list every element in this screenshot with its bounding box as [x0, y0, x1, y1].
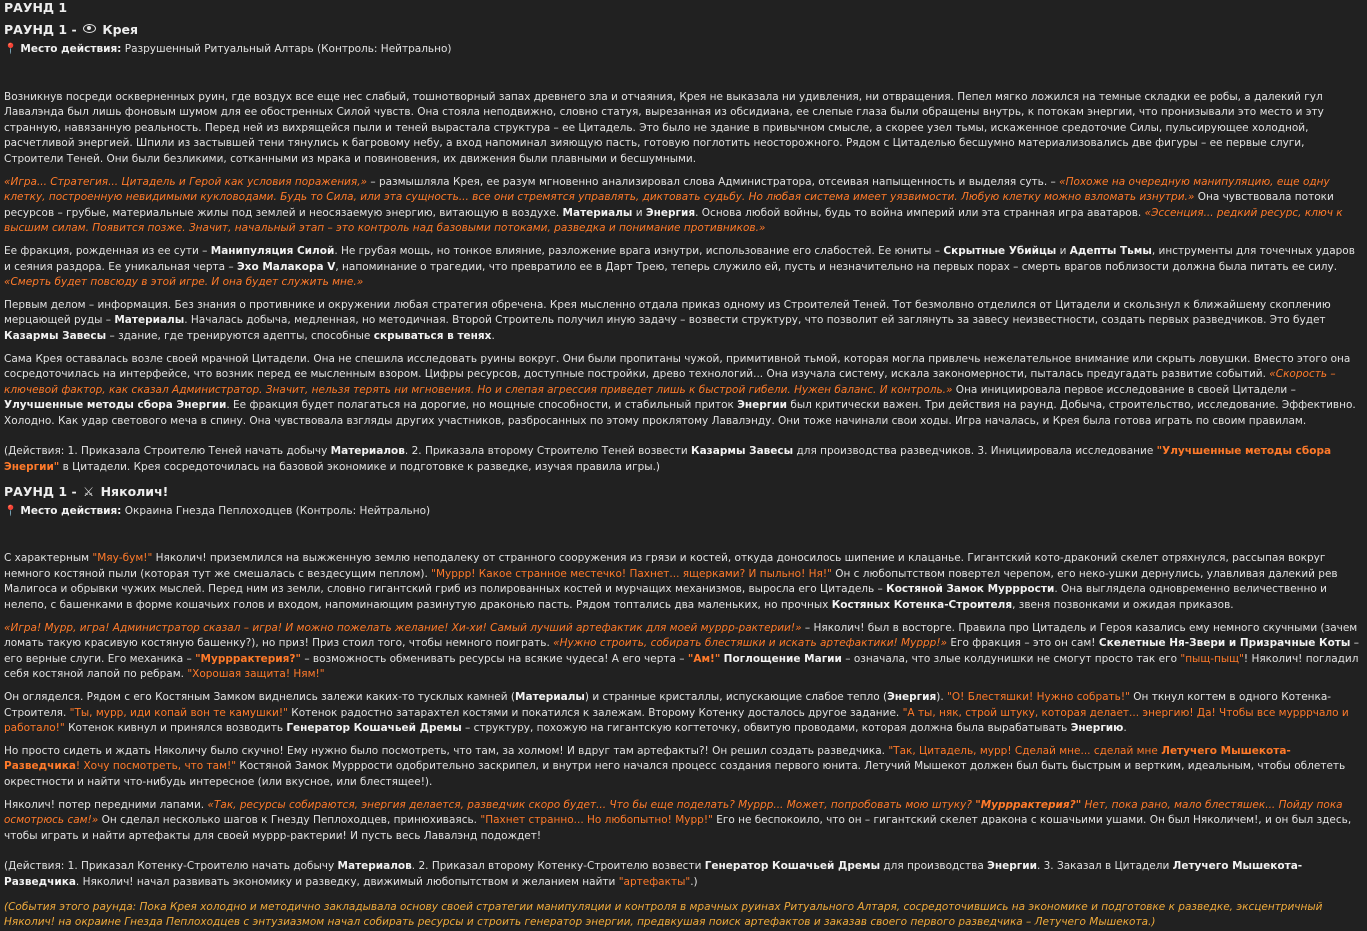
- section-body-kreia: [4, 90, 1363, 476]
- section-heading-nyakolich: [4, 484, 1363, 499]
- text-run: .): [690, 875, 698, 888]
- text-run: – Няколич! был в восторге. Правила про Цитадель и Героя казались ему немного скучными (зачем ломать такую красивую костяную башенку?), но приз! Приз стоил того, чтобы немного поиграть.: [4, 621, 1358, 650]
- text-run: Но просто сидеть и ждать Няколичу было скучно! Ему нужно было посмотреть, что там, за холмом! И вдруг там артефакты?! Он решил создать разведчика.: [4, 744, 889, 757]
- text-run: Его фракция – это он сам!: [947, 637, 1099, 650]
- text-run: С характерным: [4, 552, 93, 565]
- text-run: Материалов: [330, 445, 405, 458]
- text-run: «Игра... Стратегия... Цитадель и Герой как условия поражения,»: [4, 175, 368, 188]
- text-run: – размышляла Крея, ее разум мгновенно анализировал слова Администратора, отсеивая напыщенность и выделяя суть. –: [367, 175, 1060, 188]
- text-run: Энергия: [887, 691, 937, 703]
- text-run: (Действия: 1. Приказал Котенку-Строителю начать добычу: [4, 860, 338, 873]
- text-run: в Цитадели. Крея сосредоточилась на базовой экономике и подготовке к разведке, изучая правила игры.): [59, 461, 661, 474]
- paragraph: [4, 298, 1363, 345]
- text-run: Скрытные Убийцы: [943, 244, 1057, 257]
- text-run: . 2. Приказала второму Строителю Теней возвести: [404, 445, 691, 458]
- text-run: Летучего Мышекота-Разведчика: [4, 744, 1291, 773]
- bone-icon: ⚔: [83, 483, 95, 499]
- location-value: Разрушенный Ритуальный Алтарь (Контроль: Нейтрально): [124, 43, 452, 55]
- text-run: .: [1123, 722, 1127, 735]
- text-run: Он с любопытством повертел черепом, его неко-ушки дернулись, улавливая далекий рев Малигоса и обрывки чужих мыслей. Перед ним из земли, словно гигантский гриб из полированных костей и мурчащих механизмов, выросла его Цитадель –: [4, 567, 1338, 596]
- location-line-nyakolich: [4, 504, 1363, 520]
- text-run: и: [1056, 244, 1070, 257]
- text-run: Костяной Замок Мурррости одобрительно заскрипел, и внутри него начался процесс создания первого юнита. Летучий Мышекот должен был быть быстрым и вертким, идеальным, чтобы облететь окрестности и найти что-нибудь интересное (или вкусное, или блестящее!).: [4, 760, 1346, 788]
- text-run: Улучшенные методы сбора Энергии: [4, 399, 227, 412]
- text-run: – возможность обменивать ресурсы на всякие чудеса! А его черта –: [300, 652, 688, 665]
- text-run: "Мяу-бум!": [92, 552, 153, 565]
- text-run: – структуру, похожую на гигантскую когтеточку, обвитую проводами, которая должна была вырабатывать: [461, 722, 1071, 735]
- text-run: . Ее фракция будет полагаться на дорогие, но мощные способности, и стабильный приток: [226, 399, 738, 412]
- text-run: Генератор Кошачьей Дремы: [286, 722, 462, 735]
- text-run: Ее фракция, рожденная из ее сути –: [4, 244, 211, 257]
- paragraph: [4, 690, 1363, 737]
- text-run: "Улучшенные методы сбора Энергии": [4, 445, 1332, 474]
- text-run: Она инициировала первое исследование в своей Цитадели –: [952, 383, 1296, 396]
- text-run: , инструменты для точечных ударов и сеяния раздора. Ее уникальная черта –: [4, 244, 1355, 273]
- text-run: Няколич! потер передними лапами.: [4, 798, 208, 811]
- text-run: . Она выглядела одновременно величественно и нелепо, с башенками в форме кошачьих голов и входом, напоминающим разинутую драконью пасть. Рядом топтались два маленьких, но прочных: [4, 583, 1327, 612]
- text-run: Энергия: [645, 206, 696, 219]
- section-heading-name: Крея: [102, 22, 139, 37]
- text-run: , звеня позвонками и ожидая приказов.: [1012, 599, 1234, 612]
- paragraph: [4, 90, 1363, 168]
- paragraph: [4, 551, 1363, 613]
- text-run: Манипуляция Силой: [210, 244, 335, 257]
- text-run: ! Няколич! погладил себя костяной лапой по ребрам.: [4, 652, 1359, 681]
- text-run: Он ткнул когтем в одного Котенка-Строителя.: [4, 691, 1332, 719]
- location-label: Место действия:: [20, 43, 122, 55]
- text-run: скрываться в тенях: [373, 329, 492, 342]
- text-run: "Мурррактерия?": [195, 652, 301, 665]
- text-run: "пыщ-пыщ": [1180, 652, 1244, 665]
- eye-icon: [83, 24, 96, 33]
- text-run: "артефакты": [618, 875, 691, 888]
- text-run: Он огляделся. Рядом с его Костяным Замком виднелись залежи каких-то тусклых камней (: [4, 691, 516, 703]
- text-run: "Ам!": [687, 652, 721, 665]
- text-run: – его верные слуги. Его механика –: [4, 637, 1359, 665]
- text-run: Он сделал несколько шагов к Гнезду Пеплоходцев, принюхиваясь.: [98, 814, 481, 827]
- text-run: Генератор Кошачьей Дремы: [704, 860, 881, 873]
- section-heading-prefix: РАУНД 1 -: [4, 483, 77, 499]
- location-value: Окраина Гнезда Пеплоходцев (Контроль: Нейтрально): [124, 504, 431, 517]
- text-run: Костяных Котенка-Строителя: [831, 599, 1013, 612]
- pin-icon: 📍: [4, 504, 18, 517]
- text-run: ! Хочу посмотреть, что там!": [75, 760, 237, 773]
- text-run: для производства: [880, 860, 988, 873]
- text-run: ) и странные кристаллы, испускающие слабое тепло (: [584, 691, 888, 703]
- text-run: "А ты, няк, строй штуку, которая делает... энергию! Да! Чтобы все мурррчало и работало!": [4, 706, 1349, 735]
- text-run: (Действия: 1. Приказала Строителю Теней начать добычу: [4, 445, 331, 458]
- text-run: «Смерть будет повсюду в этой игре. И она будет служить мне.»: [4, 276, 364, 289]
- text-run: "Муррр! Какое странное местечко! Пахнет... ящерками? И пыльно! Ня!": [431, 567, 832, 580]
- text-run: Материалы: [114, 314, 185, 327]
- text-run: «Эссенция... редкий ресурс, ключ к высшим силам. Появится позже. Значит, начальный этап – это контроль над базовыми потоками, разведка и понимание противников.»: [4, 206, 1343, 235]
- text-run: ).: [936, 691, 948, 703]
- paragraph: [4, 444, 1363, 475]
- text-run: Его не беспокоило, что он – гигантский скелет дракона с кошачьими ушами. Он был Няколичем!, и он был здесь, чтобы играть и найти артефакты для своей муррр-рактерии! И пусть весь Лавалэнд подождет!: [4, 814, 1352, 842]
- paragraph: [4, 244, 1363, 291]
- text-run: – здание, где тренируются адепты, способные: [106, 329, 374, 342]
- text-run: . Няколич! начал развивать экономику и разведку, движимый любопытством и желанием найти: [75, 875, 619, 888]
- text-run: Энергии: [987, 860, 1037, 873]
- section-heading-name: Няколич!: [100, 483, 169, 499]
- text-run: Адепты Тьмы: [1069, 244, 1152, 257]
- text-run: Эхо Малакора V: [236, 260, 336, 273]
- text-run: «Нужно строить, собирать блестяшки и искать артефактики! Муррр!»: [553, 637, 948, 650]
- paragraph: [4, 744, 1363, 791]
- paragraph: [4, 621, 1363, 683]
- text-run: Казармы Завесы: [4, 329, 107, 342]
- round-title: РАУНД 1: [4, 0, 68, 15]
- text-run: .: [491, 329, 495, 342]
- text-run: «Так, ресурсы собираются, энергия делается, разведчик скоро будет... Что бы еще поделать? Муррр... Может, попробовать мою штуку?: [207, 798, 976, 811]
- text-run: . Началась добыча, медленная, но методичная. Второй Строитель получил иную задачу – возвести структуру, что позволит ей заглянуть за завесу неизвестности, создать первых разведчиков. Это будет: [184, 314, 1326, 327]
- text-run: "Ты, мурр, иди копай вон те камушки!": [69, 706, 288, 719]
- text-run: Материалы: [562, 206, 633, 219]
- location-line-kreia: [4, 42, 1363, 58]
- text-run: Материалы: [515, 691, 585, 703]
- text-run: . Не грубая мощь, но тонкое влияние, разложение врага изнутри, использование его слабостей. Ее юниты –: [334, 244, 944, 257]
- text-run: Она чувствовала потоки ресурсов – грубые, материальные жилы под землей и неосязаемую энергию, витающую в воздухе.: [4, 191, 1334, 219]
- text-run: Нет, пока рано, мало блестяшек... Пойду пока осмотрюсь сам!»: [4, 798, 1343, 827]
- text-run: . 2. Приказал второму Котенку-Строителю возвести: [411, 860, 705, 873]
- text-run: Няколич! приземлился на выжженную землю неподалеку от странного сооружения из грязи и костей, откуда доносилось шипение и клацанье. Гигантский кото-драконий скелет отряхнулся, рассыпая вокруг немного костяной пыли (которая тут же смешалась с вездесущим пеплом).: [4, 552, 1326, 580]
- text-run: . Основа любой войны, будь то война империй или эта странная игра аватаров.: [695, 206, 1145, 219]
- section-body-nyakolich: [4, 551, 1363, 890]
- text-run: был критически важен. Три действия на раунд. Добыча, строительство, исследование. Эффективно. Холодно. Как удар светового меча в спину. Она чувствовала взгляды других участников, разбросанных по этому проклятому Лавалэнду. Они тоже начинали свои ходы. Игра началась, и Крея была готова играть по своим правилам.: [4, 399, 1356, 427]
- text-run: Костяной Замок Мурррости: [886, 583, 1055, 596]
- text-run: Возникнув посреди оскверненных руин, где воздух все еще нес слабый, тошнотворный запах древнего зла и отчаяния, Крея не выказала ни удивления, ни отвращения. Пепел мягко ложился на темные складки ее робы, а далекий гул Лавалэнда был лишь фоновым шумом для ее обостренных Силой чувств. Она стояла неподвижно, словно статуя, вырезанная из обсидиана, ее слепые глаза были обращены внутрь, к потокам энергии, что пронизывали это место и эту странную, навязанную реальность. Перед ней из вихрящейся пыли и теней вырастала структура – ее Цитадель. Это было не здание в привычном смысле, а скорее узел тьмы, искаженное средоточие Силы, пульсирующее холодной, расчетливой энергией. Шпили из застывшей тени тянулись к багровому небу, а вход напоминал зияющую пасть, готовую поглотить неосторожного. Рядом с Цитаделью бесшумно материализовались две фигуры – ее первые слуги, Строители Теней. Они были безликими, сотканными из мрака и повиновения, их движения были плавными и бесшумными.: [4, 90, 1324, 165]
- text-run: Котенок радостно затарахтел костями и покатился к залежам. Второму Котенку досталось другое задание.: [287, 706, 903, 719]
- paragraph: [4, 798, 1363, 845]
- pin-icon: 📍: [4, 43, 18, 55]
- text-run: Материалов: [337, 860, 412, 873]
- text-run: , напоминание о трагедии, что превратило ее в Дарт Трею, теперь служило ей, пусть и незначительно на первых порах – смерть врагов поблизости должна была питать ее силу.: [335, 260, 1338, 273]
- text-run: Первым делом – информация. Без знания о противнике и окружении любая стратегия обречена. Крея мысленно отдала приказ одному из Строителей Теней. Тот безмолвно отделился от Цитадели и скользнул к ближайшему скоплению мерцающей руды –: [4, 298, 1331, 327]
- text-run: Сама Крея оставалась возле своей мрачной Цитадели. Она не спешила исследовать руины вокруг. Они были пропитаны чужой, примитивной тьмой, которая могла привлечь нежелательное внимание или скрыть ловушки. Вместо этого она сосредоточилась на интерфейсе, что возник перед ее мысленным взором. Цифры ресурсов, доступные постройки, древо технологий... Она изучала систему, искала закономерности, пыталась предугадать развитие событий.: [4, 352, 1351, 381]
- text-run: «Скорость – ключевой фактор, как сказал Администратор. Значит, нельзя терять ни мгновения. Но и слепая агрессия приведет лишь к быстрой гибели. Нужен баланс. И контроль.»: [4, 368, 1336, 396]
- text-run: Котенок кивнул и принялся возводить: [64, 722, 287, 735]
- text-run: "Так, Цитадель, мурр! Сделай мне... сделай мне: [888, 744, 1162, 757]
- text-run: – означала, что злые колдунишки не смогут просто так его: [841, 652, 1181, 665]
- text-run: «Игра! Мурр, игра! Администратор сказал – игра! И можно пожелать желание! Хи-хи! Самый лучший артефактик для моей муррр-рактерии!»: [4, 621, 802, 634]
- text-run: Казармы Завесы: [691, 445, 794, 458]
- text-run: «Похоже на очередную манипуляцию, еще одну клетку, построенную невидимыми кукловодами. Будь то Сила, или эта сущность... все они стремятся управлять, диктовать судьбу. Но любая система имеет уязвимости. Любую клетку можно взломать изнутри.»: [4, 175, 1330, 204]
- text-run: Скелетные Ня-Звери и Призрачные Коты: [1098, 637, 1351, 650]
- text-run: и: [632, 206, 646, 219]
- text-run: "Хорошая защита! Ням!": [187, 668, 325, 681]
- text-run: "Пахнет странно... Но любопытно! Мурр!": [480, 814, 713, 827]
- round-summary: (События этого раунда: Пока Крея холодно и методично закладывала основу своей стратегии манипуляции и контроля в мрачных руинах Ритуального Алтаря, сосредоточившись на экономике и подготовке к разведке, эксцентричный Няколич! на окраине Гнезда Пеплоходцев с энтузиазмом начал собирать ресурсы и строить генератор энергии, предвкушая поиск артефактов и заказав своего первого разведчика – Летучего Мышекота.): [4, 900, 1323, 929]
- text-run: для производства разведчиков. 3. Инициировала исследование: [793, 445, 1157, 458]
- text-run: . 3. Заказал в Цитадели: [1036, 860, 1173, 873]
- section-heading-kreia: [4, 22, 1363, 37]
- text-run: "Мурррактерия?": [975, 798, 1082, 811]
- paragraph: [4, 352, 1363, 430]
- text-run: Летучего Мышекота-Разведчика: [4, 860, 1303, 888]
- section-heading-prefix: РАУНД 1 -: [4, 22, 77, 37]
- text-run: Энергии: [737, 399, 787, 412]
- text-run: Энергию: [1070, 722, 1124, 735]
- paragraph: [4, 175, 1363, 237]
- location-label: Место действия:: [20, 504, 122, 517]
- paragraph: [4, 859, 1363, 890]
- text-run: Поглощение Магии: [723, 652, 842, 665]
- text-run: "О! Блестяшки! Нужно собрать!": [947, 691, 1130, 703]
